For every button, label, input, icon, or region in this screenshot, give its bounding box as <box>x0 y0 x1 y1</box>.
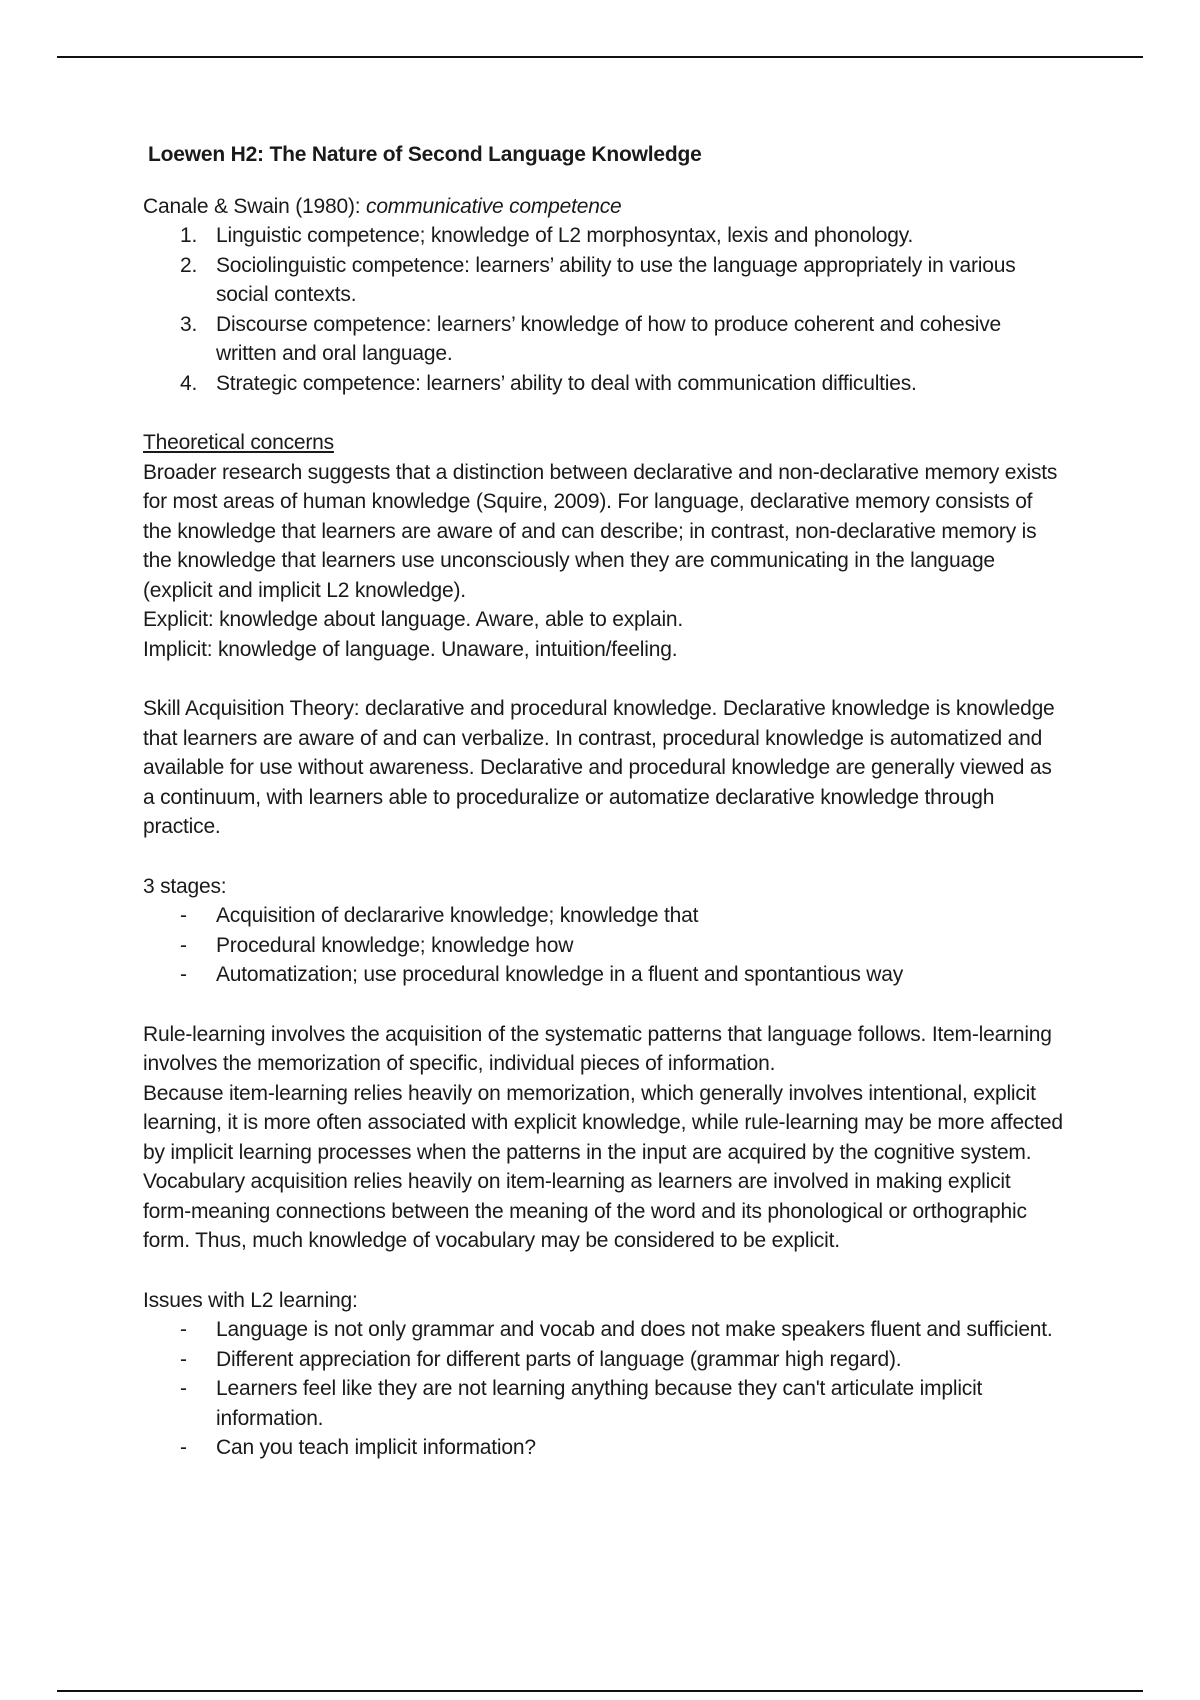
bullet-dash: - <box>180 963 187 986</box>
stages-list <box>143 901 1063 990</box>
list-item-text: Different appreciation for different parts of language (grammar high regard). <box>216 1347 902 1371</box>
implicit-definition: Implicit: knowledge of language. Unaware, intuition/feeling. <box>143 637 678 661</box>
document-title: Loewen H2: The Nature of Second Language Knowledge <box>148 143 702 166</box>
list-item-text: Acquisition of declararive knowledge; knowledge that <box>216 904 699 927</box>
list-item-text: Language is not only grammar and vocab and does not make speakers fluent and sufficient. <box>216 1318 1053 1341</box>
list-item <box>143 251 1063 310</box>
document-body <box>143 140 1063 1463</box>
list-item <box>143 1345 1063 1375</box>
list-item-text: Automatization; use procedural knowledge in a fluent and spontantious way <box>216 963 904 986</box>
spacer <box>143 664 1063 694</box>
spacer <box>143 1256 1063 1286</box>
list-item <box>143 960 1063 990</box>
bullet-dash: - <box>180 1377 187 1400</box>
canale-intro <box>143 192 1063 222</box>
list-item <box>143 1433 1063 1463</box>
list-item <box>143 1374 1063 1433</box>
header-rule <box>57 56 1143 58</box>
bullet-dash: - <box>180 1318 187 1341</box>
competence-list <box>143 221 1063 398</box>
issues-list <box>143 1315 1063 1463</box>
item-learning-paragraph: Because item-learning relies heavily on memorization, which generally involves intentional, explicit learning, it is more often associated with explicit knowledge, while rule-learning may be more affected by implicit learning processes when the patterns in the input are acquired by the cognitive system. Vocabulary acquisition relies heavily on item-learning as learners are involved in making explicit form-meaning connections between the meaning of the word and its phonological or orthographic form. Thus, much knowledge of vocabulary may be considered to be explicit. <box>143 1081 1063 1252</box>
list-item-text: Strategic competence: learners’ ability to deal with communication difficulties. <box>216 371 917 395</box>
rule-learning-paragraph: Rule-learning involves the acquisition of the systematic patterns that language follows. Item-learning involves the memorization of specific, individual pieces of information. <box>143 1022 1052 1075</box>
list-item-text: Procedural knowledge; knowledge how <box>216 933 574 957</box>
spacer <box>143 990 1063 1020</box>
list-item <box>143 931 1063 961</box>
footer-rule <box>57 1690 1143 1692</box>
bullet-dash: - <box>180 933 187 957</box>
list-number: 1. <box>180 224 198 247</box>
canale-intro-emphasis: communicative competence <box>366 194 622 218</box>
list-item-text: Can you teach implicit information? <box>216 1436 536 1459</box>
list-item-text: Sociolinguistic competence: learners’ ability to use the language appropriately in various social contexts. <box>216 253 1016 306</box>
theoretical-paragraph: Broader research suggests that a distinction between declarative and non-declarative memory exists for most areas of human knowledge (Squire, 2009). For language, declarative memory consists of the knowledge that learners are aware of and can describe; in contrast, non-declarative memory is the knowledge that learners use unconsciously when they are communicating in the language (explicit and implicit L2 knowledge). <box>143 460 1058 602</box>
spacer <box>143 398 1063 428</box>
list-item-text: Discourse competence: learners’ knowledge of how to produce coherent and cohesive written and oral language. <box>216 312 1001 365</box>
list-item-text: Linguistic competence; knowledge of L2 morphosyntax, lexis and phonology. <box>216 224 914 247</box>
bullet-dash: - <box>180 904 187 927</box>
list-number: 3. <box>180 312 198 336</box>
list-number: 4. <box>180 371 198 395</box>
skill-paragraph: Skill Acquisition Theory: declarative and procedural knowledge. Declarative knowledge is knowledge that learners are aware of and can verbalize. In contrast, procedural knowledge is automatized and available for use without awareness. Declarative and procedural knowledge are generally viewed as a continuum, with learners able to proceduralize or automatize declarative knowledge through practice. <box>143 697 1055 838</box>
list-item <box>143 221 1063 251</box>
list-item <box>143 901 1063 931</box>
stages-heading: 3 stages: <box>143 874 227 898</box>
list-item <box>143 369 1063 399</box>
issues-heading: Issues with L2 learning: <box>143 1288 358 1312</box>
bullet-dash: - <box>180 1436 187 1459</box>
spacer <box>143 842 1063 872</box>
explicit-definition: Explicit: knowledge about language. Aware, able to explain. <box>143 608 684 631</box>
list-item-text: Learners feel like they are not learning anything because they can't articulate implicit information. <box>216 1377 983 1430</box>
list-item <box>143 1315 1063 1345</box>
list-item <box>143 310 1063 369</box>
canale-intro-text: Canale & Swain (1980): <box>143 194 367 218</box>
bullet-dash: - <box>180 1347 187 1371</box>
theoretical-heading: Theoretical concerns <box>143 431 334 454</box>
list-number: 2. <box>180 253 198 277</box>
